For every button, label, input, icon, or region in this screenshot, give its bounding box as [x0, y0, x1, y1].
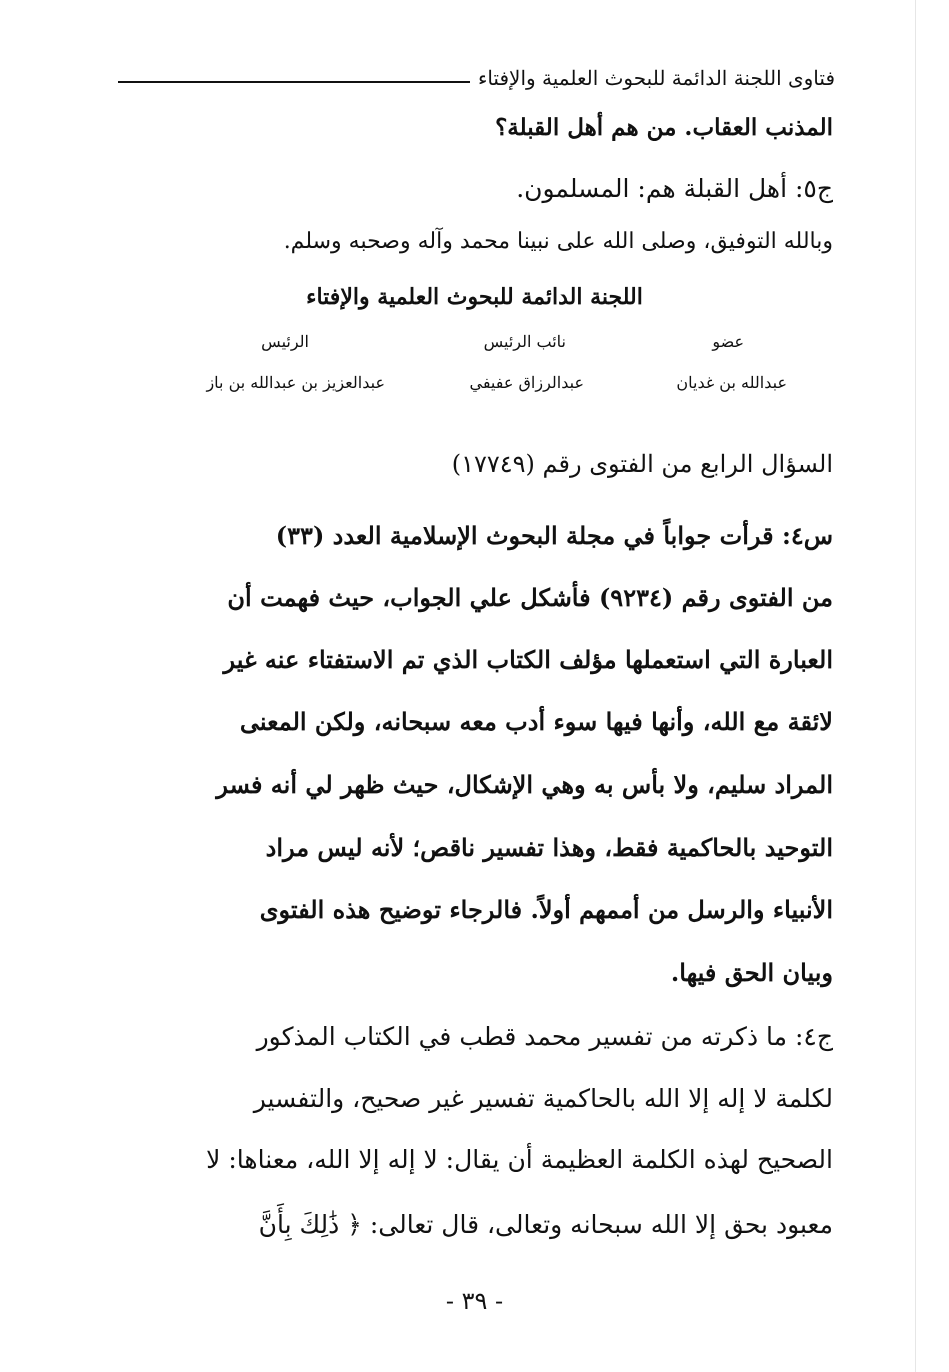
- header-rule: [118, 81, 470, 83]
- question-line-1: س٤: قرأت جواباً في مجلة البحوث الإسلامية العدد (٣٣): [275, 521, 833, 550]
- question-line-4: لائقة مع الله، وأنها فيها سوء أدب معه سبحانه، ولكن المعنى: [239, 707, 833, 736]
- running-header-title: فتاوى اللجنة الدائمة للبحوث العلمية والإفتاء: [477, 66, 835, 90]
- answer-line-1: ج٤: ما ذكرته من تفسير محمد قطب في الكتاب المذكور: [256, 1022, 833, 1051]
- running-header: [118, 58, 835, 90]
- signatory-role-3: الرئيس: [261, 332, 309, 351]
- question-line-3: العبارة التي استعملها مؤلف الكتاب الذي تم الاستفتاء عنه غير: [223, 645, 833, 674]
- question-line-8: وبيان الحق فيها.: [670, 958, 833, 987]
- scan-edge-line: [915, 0, 916, 1372]
- closing-line: وبالله التوفيق، وصلى الله على نبينا محمد وآله وصحبه وسلم.: [283, 229, 833, 254]
- committee-name: اللجنة الدائمة للبحوث العلمية والإفتاء: [306, 284, 643, 310]
- question-line-5: المراد سليم، ولا بأس به وهي الإشكال، حيث ظهر لي أنه فسر: [216, 770, 833, 799]
- answer-line-2: لكلمة لا إله إلا الله بالحاكمية تفسير غير صحيح، والتفسير: [253, 1084, 833, 1113]
- signatory-name-3: عبدالعزيز بن عبدالله بن باز: [206, 373, 385, 392]
- question-line-6: التوحيد بالحاكمية فقط، وهذا تفسير ناقص؛ لأنه ليس مراد: [265, 833, 833, 862]
- intro-line-1: المذنب العقاب. من هم أهل القبلة؟: [495, 114, 833, 141]
- signatory-name-1: عبدالله بن غديان: [676, 373, 787, 392]
- question-line-2: من الفتوى رقم (٩٢٣٤) فأشكل علي الجواب، حيث فهمت أن: [227, 583, 833, 612]
- signatory-role-1: عضو: [712, 332, 744, 351]
- page-number: - ٣٩ -: [445, 1287, 504, 1315]
- answer-5: ج٥: أهل القبلة هم: المسلمون.: [516, 174, 833, 203]
- signatory-role-2: نائب الرئيس: [483, 332, 566, 351]
- question-line-7: الأنبياء والرسل من أممهم أولاً. فالرجاء توضيح هذه الفتوى: [259, 895, 833, 924]
- answer-line-3: الصحيح لهذه الكلمة العظيمة أن يقال: لا إله إلا الله، معناها: لا: [206, 1145, 833, 1174]
- answer-line-4: معبود بحق إلا الله سبحانه وتعالى، قال تعالى: ﴿ ذَٰلِكَ بِأَنَّ: [258, 1210, 833, 1239]
- fatwa-heading: السؤال الرابع من الفتوى رقم (١٧٧٤٩): [451, 450, 833, 478]
- signatory-name-2: عبدالرزاق عفيفي: [469, 373, 584, 392]
